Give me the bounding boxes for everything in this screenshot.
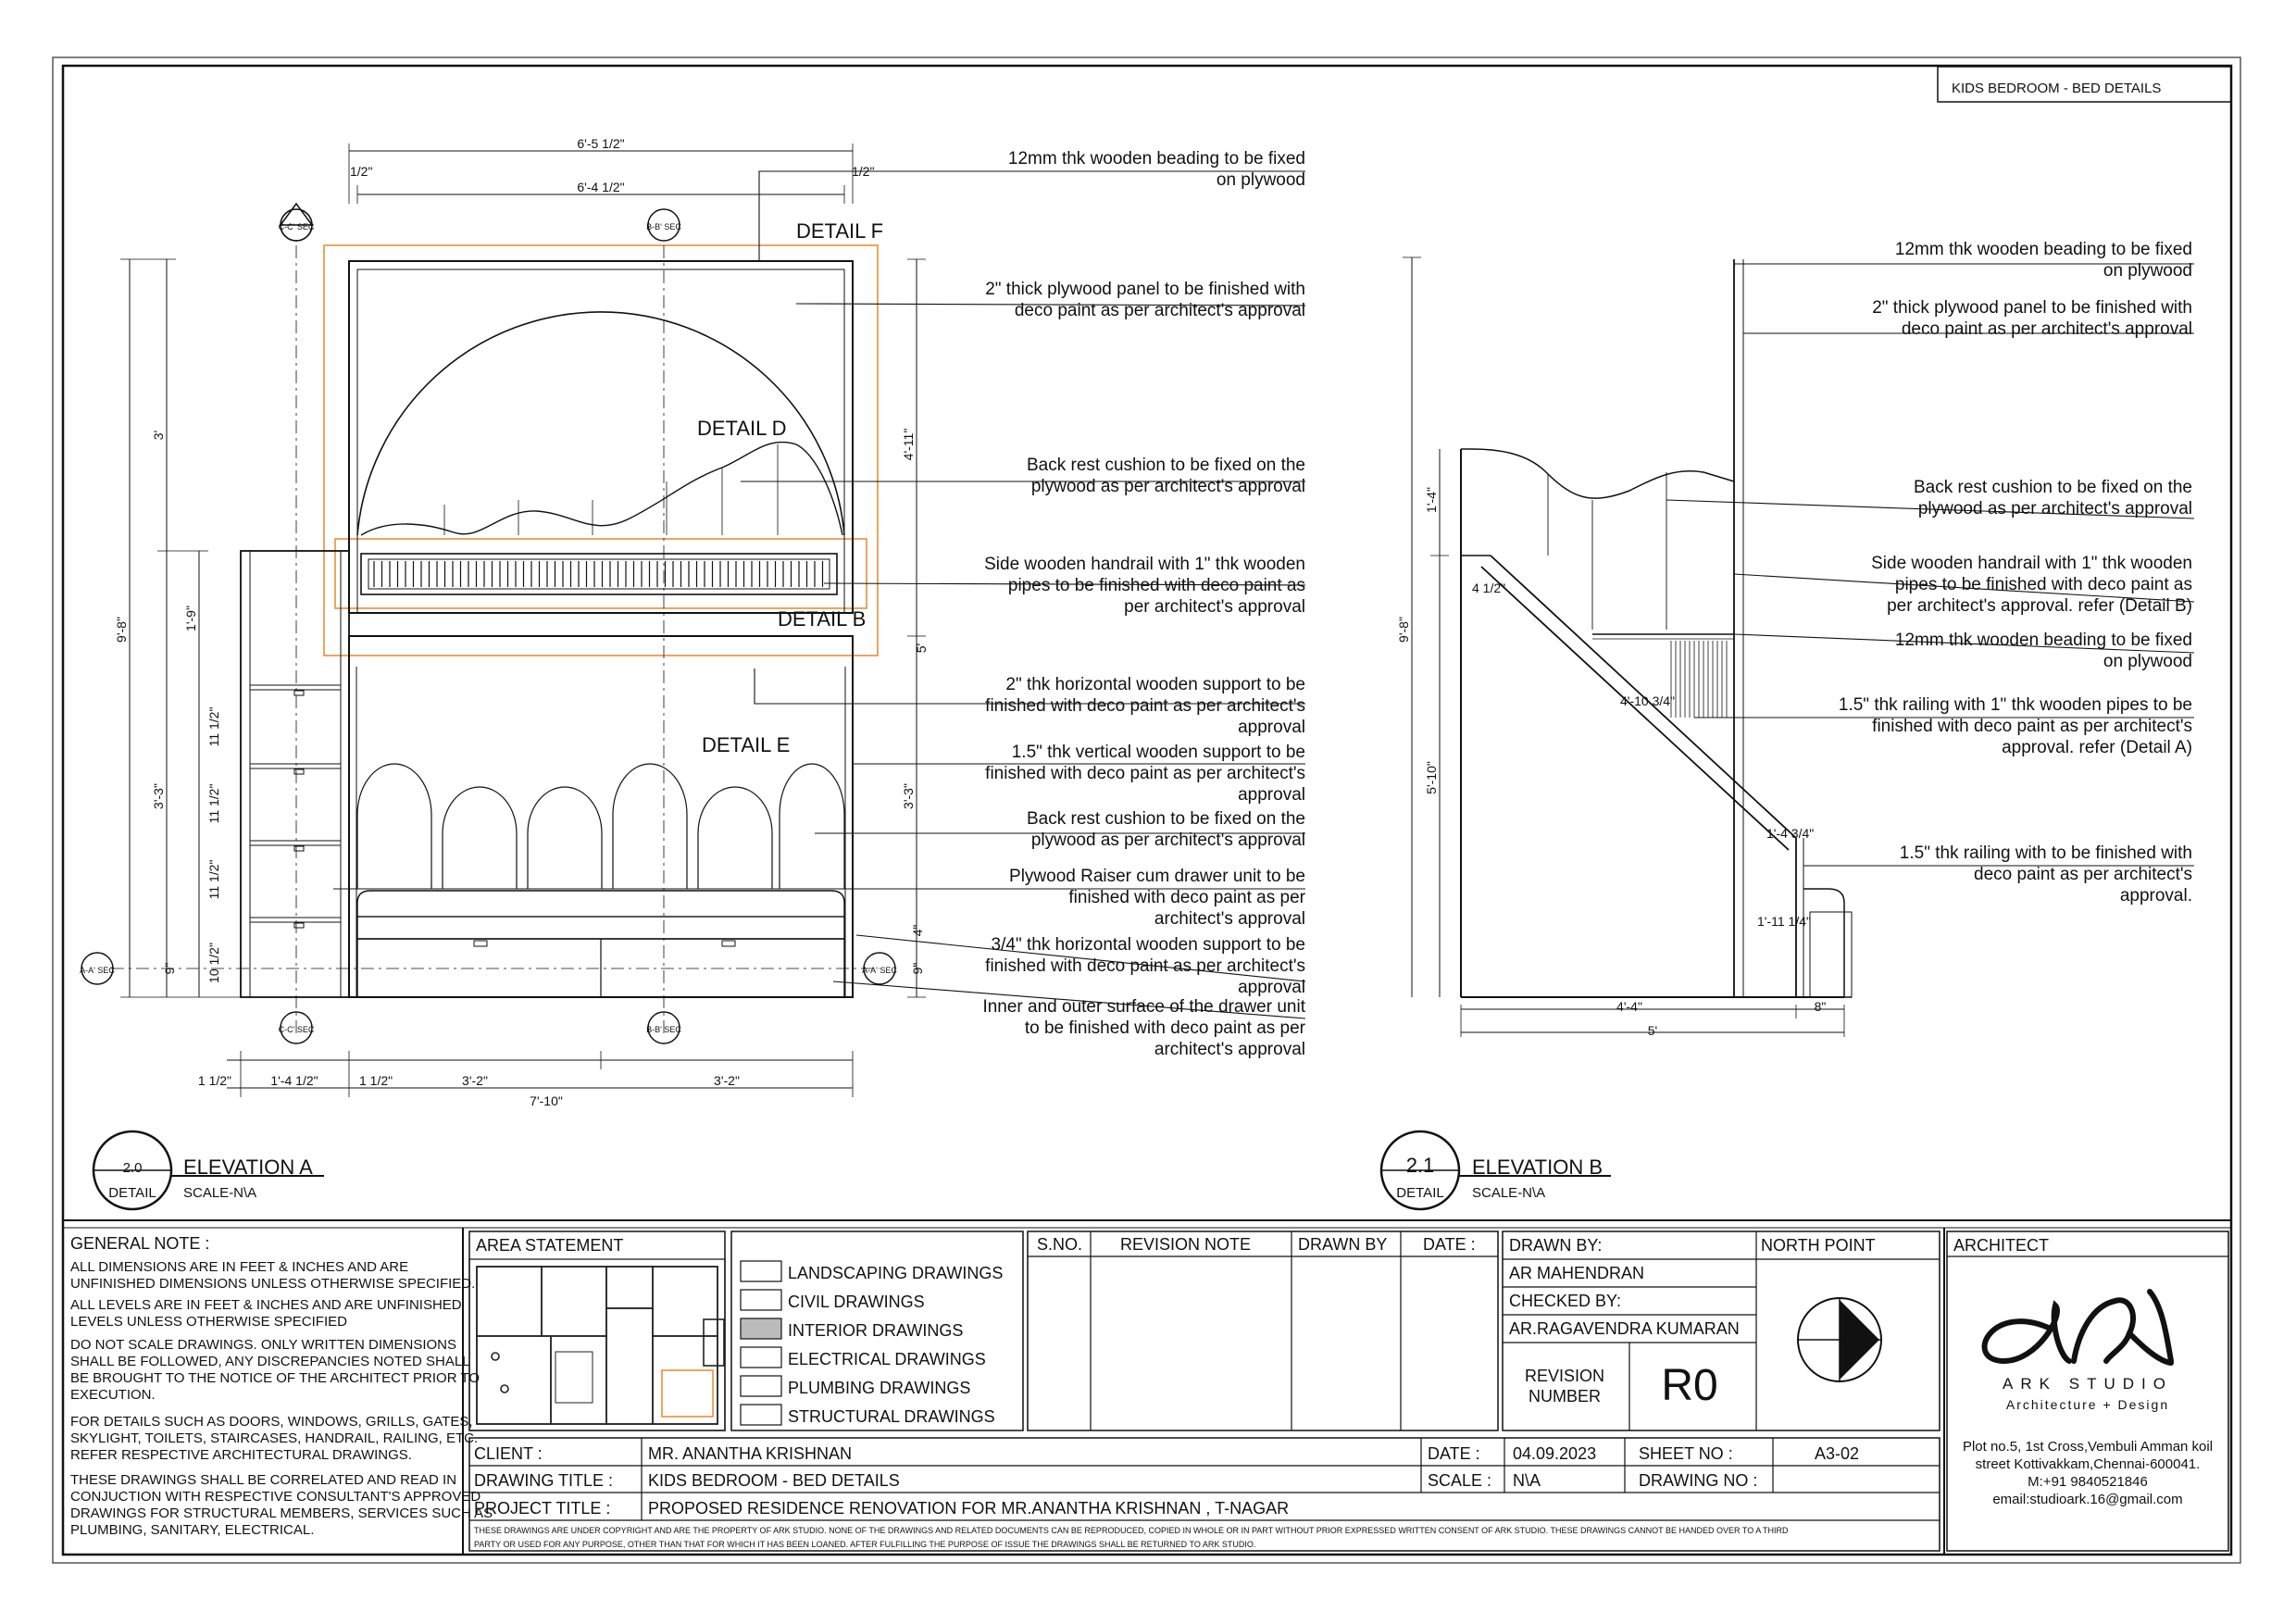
sheet-no-value: A3-02: [1815, 1444, 1860, 1463]
address-phone: M:+91 9840521846: [2028, 1474, 2148, 1490]
note-b-7: 1.5" thk railing with to be finished with deco paint as per architect's approval.: [1899, 843, 2192, 906]
scale-label: SCALE :: [1428, 1471, 1492, 1490]
dim-total-height: 9'-8": [114, 617, 129, 643]
note-b-3: Back rest cushion to be fixed on the plywood as per architect's approval: [1913, 478, 2192, 518]
revision-number-label: [1525, 1367, 1604, 1405]
copyright-notice: [474, 1526, 1789, 1549]
dim-right-lower: 3'-3": [901, 783, 916, 809]
dim-b-post: 4 1/2": [1472, 581, 1506, 595]
detail-b-frame: [335, 539, 867, 608]
sheet-header: KIDS BEDROOM - BED DETAILS: [1952, 81, 2162, 96]
note-b-2: 2" thick plywood panel to be finished with deco paint as per architect's approval: [1872, 298, 2192, 339]
note-a-8: Plywood Raiser cum drawer unit to be finished with deco paint as per architect's approval: [1009, 867, 1305, 929]
dim-ladder-width: 1'-4 1/2": [270, 1073, 318, 1088]
address-email: email:studioark.16@gmail.com: [1992, 1492, 2183, 1507]
note-a-9: 3/4" thk horizontal wooden support to be finished with deco paint as per architect's approval: [985, 935, 1305, 997]
dim-upper-height: 3': [151, 430, 166, 441]
note-a-4: Side wooden handrail with 1" thk wooden pipes to be finished with deco paint as per architect's approval: [984, 555, 1305, 617]
rev-header-sno: S.NO.: [1037, 1235, 1083, 1254]
dim-b-total-depth: 5': [1647, 1023, 1658, 1038]
ark-logo: [1985, 1292, 2171, 1363]
checkbox-label-plumbing: PLUMBING DRAWINGS: [788, 1379, 971, 1397]
elevation-b-notes: [1839, 240, 2192, 906]
dim-right-mid: 5': [914, 643, 929, 654]
section-marker-a-left: A-A' SEC: [80, 966, 115, 975]
note-b-1: 12mm thk wooden beading to be fixed on plywood: [1894, 240, 2192, 281]
area-statement-title: AREA STATEMENT: [476, 1236, 624, 1255]
note-a-3: Back rest cushion to be fixed on the plywood as per architect's approval: [1026, 456, 1305, 496]
dim-b-lower: 5'-10": [1424, 761, 1439, 794]
elevation-b-scale: SCALE-N\A: [1472, 1185, 1546, 1201]
section-marker-b: B-B' SEC: [646, 222, 681, 231]
dim-shelf-3: 11 1/2": [206, 859, 221, 900]
dim-b-upper: 1'-4": [1424, 487, 1439, 513]
rev-header-note: REVISION NOTE: [1120, 1235, 1252, 1254]
dim-b-unit-height: 1'-11 1/4": [1757, 914, 1811, 929]
dim-rail-height: 1'-9": [183, 606, 198, 631]
checkbox-group: [741, 1261, 781, 1425]
detail-f-label: DETAIL F: [796, 219, 884, 243]
note-b-6: 1.5" thk railing with 1" thk wooden pipes to be finished with deco paint as per architect's approval. refer (Detail A): [1838, 695, 2192, 757]
dim-base: 9": [162, 962, 177, 975]
rev-header-date: DATE :: [1423, 1235, 1476, 1254]
cushion-wave: [361, 442, 842, 535]
dim-right-base: 9": [910, 962, 925, 975]
section-marker-c-bottom: C-C' SEC: [278, 1025, 315, 1034]
general-note-body: [70, 1259, 493, 1538]
detail-e-label: DETAIL E: [702, 733, 791, 756]
date-value: 04.09.2023: [1513, 1444, 1597, 1463]
north-arrow: [1798, 1298, 1881, 1381]
elevation-b-number: 2.1: [1405, 1154, 1435, 1177]
note-a-2: 2" thick plywood panel to be finished with deco paint as per architect's approval: [985, 280, 1305, 320]
revision-number-value: R0: [1661, 1361, 1718, 1410]
dim-right-upper: 4'-11": [901, 428, 916, 461]
elevation-b-tag: DETAIL: [1396, 1185, 1444, 1201]
dim-edge-left: 1 1/2": [197, 1073, 231, 1088]
detail-b-label: DETAIL B: [778, 607, 867, 631]
drawing-title-label: DRAWING TITLE :: [474, 1471, 614, 1490]
floor-plan-thumbnail: [477, 1267, 724, 1424]
general-note-1: ALL DIMENSIONS ARE IN FEET & INCHES AND ARE UNFINISHED DIMENSIONS UNLESS OTHERWISE SPECIFIED.: [70, 1259, 476, 1292]
drawing-title-value: KIDS BEDROOM - BED DETAILS: [648, 1471, 900, 1490]
revision-number-text: REVISION NUMBER: [1524, 1367, 1605, 1405]
section-marker-c: C-C' SEC: [278, 222, 315, 231]
checkbox-label-civil: CIVIL DRAWINGS: [788, 1293, 925, 1311]
north-point-label: NORTH POINT: [1761, 1236, 1876, 1255]
drawn-by-label: DRAWN BY:: [1509, 1236, 1603, 1255]
dim-right-small: 4": [910, 924, 925, 937]
sheet-no-label: SHEET NO :: [1639, 1444, 1733, 1463]
date-label: DATE :: [1428, 1444, 1480, 1463]
checked-by-label: CHECKED BY:: [1509, 1292, 1622, 1310]
project-title-value: PROPOSED RESIDENCE RENOVATION FOR MR.ANANTHA KRISHNAN , T-NAGAR: [648, 1499, 1290, 1518]
dim-b-rail-length: 4'-10 3/4": [1620, 693, 1676, 708]
architect-label: ARCHITECT: [1953, 1236, 2049, 1255]
detail-d-label: DETAIL D: [697, 417, 787, 440]
drawing-no-label: DRAWING NO :: [1639, 1471, 1758, 1490]
note-a-10: Inner and outer surface of the drawer unit to be finished with deco paint as per architect's approval: [982, 997, 1305, 1059]
address-line-2: street Kottivakkam,Chennai-600041.: [1975, 1456, 2201, 1472]
client-label: CLIENT :: [474, 1444, 543, 1463]
general-note-3: DO NOT SCALE DRAWINGS. ONLY WRITTEN DIMENSIONS SHALL BE FOLLOWED, ANY DISCREPANCIES NOTED SHALL BE BROUGHT TO THE NOTICE OF THE ARCHITECT PRIOR TO EXECUTION.: [70, 1337, 480, 1403]
elevation-a-number: 2.0: [122, 1160, 143, 1176]
general-note-2: ALL LEVELS ARE IN FEET & INCHES AND ARE UNFINISHED LEVELS UNLESS OTHERWISE SPECIFIED: [70, 1297, 462, 1330]
general-note-title: GENERAL NOTE :: [70, 1234, 210, 1253]
dim-b-total-height: 9'-8": [1396, 617, 1411, 643]
dim-edge-right: 1 1/2": [359, 1073, 393, 1088]
section-marker-b-bottom: B-B' SEC: [646, 1025, 681, 1034]
rev-header-drawn: DRAWN BY: [1298, 1235, 1388, 1254]
general-note-4: FOR DETAILS SUCH AS DOORS, WINDOWS, GRILLS, GATES, SKYLIGHT, TOILETS, STAIRCASES, HANDRAIL, RAILING, ETC. REFER RESPECTIVE ARCHITECTURAL DRAWINGS.: [70, 1414, 479, 1463]
handrail: [361, 554, 837, 594]
section-marker-a-right: A-A' SEC: [862, 966, 897, 975]
dim-shelf-1: 11 1/2": [206, 706, 221, 747]
drawn-by-value: AR MAHENDRAN: [1509, 1264, 1645, 1282]
checkbox-label-landscaping: LANDSCAPING DRAWINGS: [788, 1264, 1004, 1282]
dim-overall-width: 6'-5 1/2": [577, 136, 625, 151]
checkbox-label-interior: INTERIOR DRAWINGS: [788, 1321, 964, 1340]
checked-by-value: AR.RAGAVENDRA KUMARAN: [1509, 1319, 1740, 1338]
logo-text: ARK STUDIO: [2003, 1375, 2173, 1393]
dim-plinth: 10 1/2": [206, 943, 221, 983]
note-b-5: 12mm thk wooden beading to be fixed on plywood: [1894, 631, 2192, 671]
note-a-6: 1.5" thk vertical wooden support to be finished with deco paint as per architect's approval: [985, 743, 1305, 805]
upper-panel-inner: [357, 269, 844, 613]
elevation-a-notes: [982, 149, 1305, 1059]
scale-value: N\A: [1513, 1471, 1541, 1490]
dim-bay-left: 3'-2": [462, 1073, 488, 1088]
elevation-a-title: ELEVATION A: [183, 1156, 313, 1179]
note-a-7: Back rest cushion to be fixed on the plywood as per architect's approval: [1026, 809, 1305, 850]
dim-right-offset: 1/2": [852, 164, 875, 179]
general-note-5: THESE DRAWINGS SHALL BE CORRELATED AND READ IN CONJUCTION WITH RESPECTIVE CONSULTANT'S APPROVED DRAWINGS FOR STRUCTURAL MEMBERS, SERVICES SUCH AS PLUMBING, SANITARY, ELECTRICAL.: [70, 1472, 493, 1538]
elevation-a-scale: SCALE-N\A: [183, 1185, 257, 1201]
elevation-a-tag: DETAIL: [108, 1185, 156, 1201]
dim-inner-width: 6'-4 1/2": [577, 180, 625, 194]
logo-tagline: Architecture + Design: [2005, 1397, 2170, 1412]
dim-lower-height: 3'-3": [151, 783, 166, 809]
copyright-text: THESE DRAWINGS ARE UNDER COPYRIGHT AND ARE THE PROPERTY OF ARK STUDIO. NONE OF THE DRAWINGS AND RELATED DOCUMENTS CAN BE REPRODUCED, COPIED IN WHOLE OR IN PART WITHOUT PRIOR EXPRESSED WRITTEN CONSENT OF ARK STUDIO. THESE DRAWINGS CANNOT BE HANDED OVER TO A THIRD PARTY OR USED FOR ANY PURPOSE, OTHER THAN THAT FOR WHICH IT HAS BEEN LOANED. AFTER FULFILLING THE PURPOSE OF ISSUE THE DRAWINGS SHALL BE RETURNED TO ARK STUDIO.: [474, 1526, 1789, 1549]
note-a-1: 12mm thk wooden beading to be fixed on plywood: [1007, 149, 1305, 190]
dim-total-width: 7'-10": [530, 1093, 563, 1108]
dim-bay-right: 3'-2": [714, 1073, 740, 1088]
dim-b-depth: 4'-4": [1616, 999, 1642, 1014]
dim-b-side: 8": [1814, 999, 1827, 1014]
address-line-1: Plot no.5, 1st Cross,Vembuli Amman koil: [1962, 1439, 2214, 1455]
note-b-4: Side wooden handrail with 1" thk wooden pipes to be finished with deco paint as per architect's approval. refer (Detail B): [1871, 554, 2192, 616]
client-value: MR. ANANTHA KRISHNAN: [648, 1444, 853, 1463]
elevation-b-title: ELEVATION B: [1472, 1156, 1603, 1179]
checkbox-label-structural: STRUCTURAL DRAWINGS: [788, 1407, 995, 1426]
note-a-5: 2" thk horizontal wooden support to be finished with deco paint as per architect's approval: [985, 675, 1305, 737]
dim-shelf-2: 11 1/2": [206, 783, 221, 824]
dim-b-rail-end: 1'-4 3/4": [1766, 826, 1815, 841]
dim-left-offset: 1/2": [350, 164, 373, 179]
checkbox-label-electrical: ELECTRICAL DRAWINGS: [788, 1350, 986, 1368]
project-title-label: PROJECT TITLE :: [474, 1499, 611, 1518]
